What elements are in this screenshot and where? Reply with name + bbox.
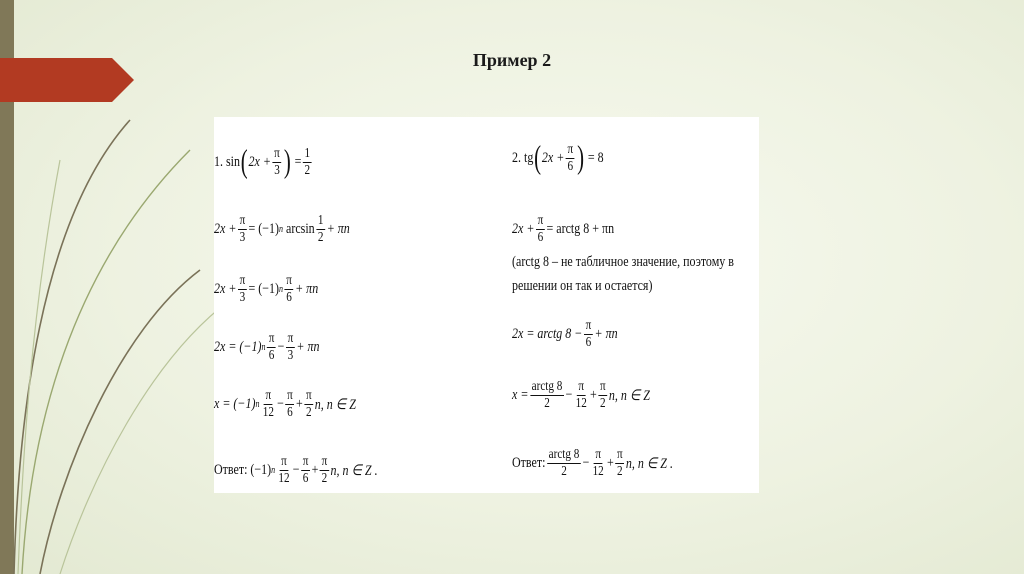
equation-1-step-4: x = (−1) n $\frac{\pi}{12}$ − $\frac{\pi}{6}$ + $\frac{\pi}{2}$ n, n ∈ Z xyxy=(214,387,356,420)
equation-1-step-1: 2x + $\frac{\pi}{3}$ = (−1) n arcsin $\frac{1}{2}$ + πn xyxy=(214,212,350,245)
equation-1-step-3: 2x = (−1) n $\frac{\pi}{6}$ − $\frac{\pi}{3}$ + πn xyxy=(214,330,320,363)
equation-2-step-2: 2x = arctg 8 − $\frac{\pi}{6}$ + πn xyxy=(512,317,618,350)
equation-2-note-line-2: решении он так и остается) xyxy=(512,277,653,294)
equation-2-step-1: 2x + $\frac{\pi}{6}$ = arctg 8 + πn xyxy=(512,212,615,245)
equation-2-note-line-1: (arctg 8 – не табличное значение, поэтому в xyxy=(512,253,734,270)
equation-1-statement: 1. sin ( 2x + $\frac{\pi}{3}$ ) = $\frac{1}{2}$ xyxy=(214,143,311,180)
equation-1-answer: Ответ: (−1) n $\frac{\pi}{12}$ − $\frac{\pi}{6}$ + $\frac{\pi}{2}$ n, n ∈ Z . xyxy=(214,453,378,486)
equation-2-answer: Ответ: $\frac{\text{arctg 8}}{2}$ − $\frac{\pi}{12}$ + $\frac{\pi}{2}$ n, n ∈ Z . xyxy=(512,446,673,479)
equations-panel xyxy=(214,117,759,493)
equation-2-statement: 2. tg ( 2x + $\frac{\pi}{6}$ ) = 8 xyxy=(512,139,604,176)
equation-2-step-3: x = $\frac{\text{arctg 8}}{2}$ − $\frac{\pi}{12}$ + $\frac{\pi}{2}$ n, n ∈ Z xyxy=(512,378,650,411)
slide-title: Пример 2 xyxy=(472,50,552,70)
equation-1-step-2: 2x + $\frac{\pi}{3}$ = (−1) n $\frac{\pi}{6}$ + πn xyxy=(214,272,319,305)
